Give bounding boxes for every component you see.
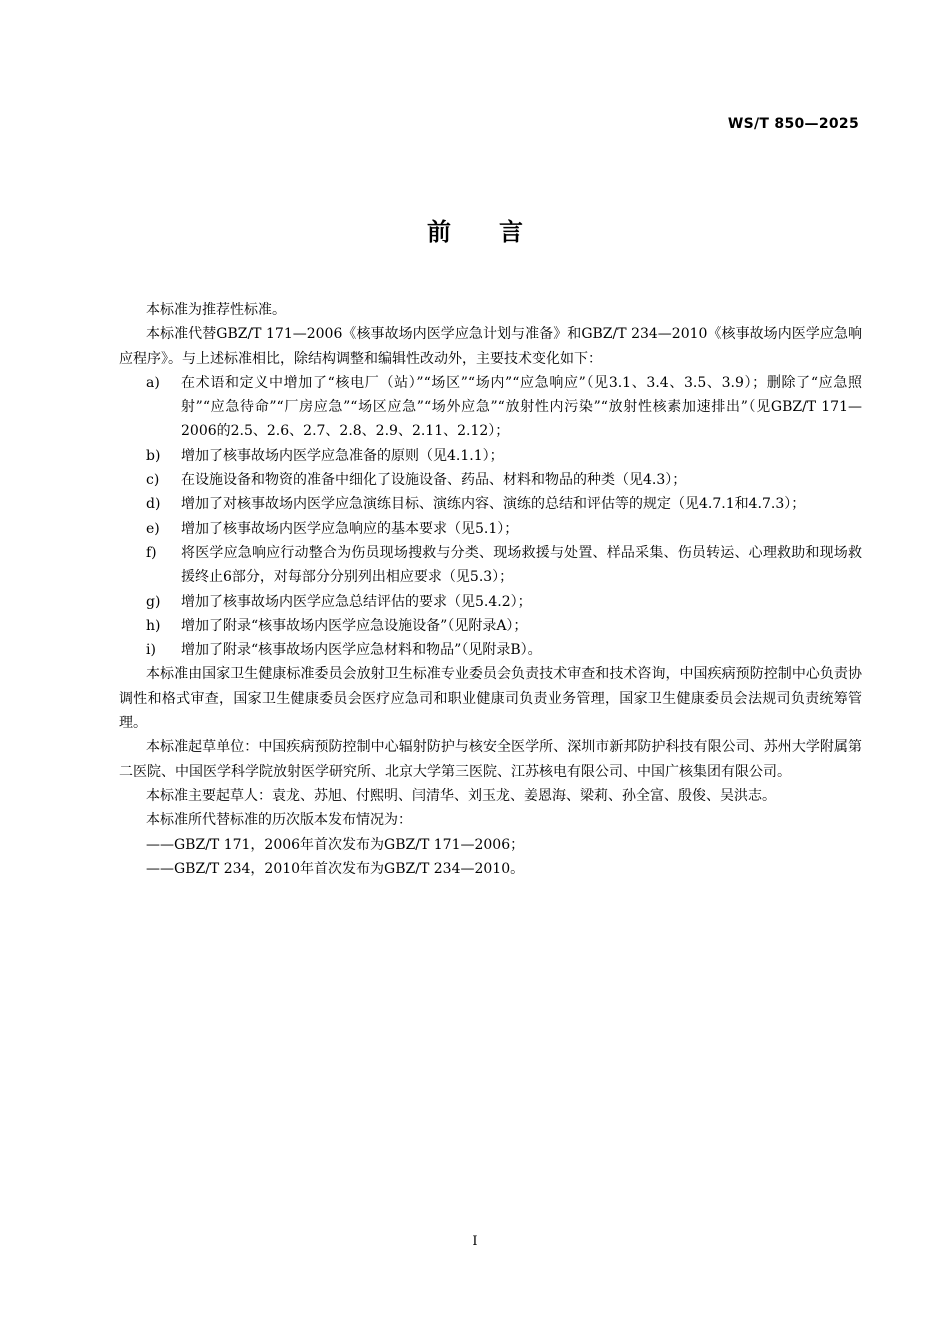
- list-text: 增加了核事故场内医学应急响应的基本要求（见5.1）；: [181, 520, 519, 537]
- list-marker: d): [146, 496, 161, 513]
- list-marker: b): [146, 447, 161, 464]
- paragraph-history-intro: 本标准所代替标准的历次版本发布情况为：: [146, 812, 412, 829]
- list-item: [146, 517, 862, 541]
- paragraph-history-234: ——GBZ/T 234，2010年首次发布为GBZ/T 234—2010。: [146, 860, 525, 877]
- list-item: [146, 492, 862, 516]
- list-item: [146, 638, 862, 662]
- list-marker: f): [146, 544, 157, 561]
- page-number: I: [472, 1234, 478, 1249]
- list-marker: e): [146, 520, 160, 537]
- paragraph-recommended: 本标准为推荐性标准。: [146, 302, 286, 318]
- foreword-body: [119, 298, 862, 881]
- standard-code: WS/T 850—2025: [727, 116, 859, 132]
- list-marker: a): [146, 374, 160, 391]
- list-text: 增加了附录“核事故场内医学应急材料和物品”（见附录B）。: [181, 642, 542, 659]
- paragraph-drafting-units: 本标准起草单位：中国疾病预防控制中心辐射防护与核安全医学所、深圳市新邦防护科技有限公司、苏州大学附属第二医院、中国医学科学院放射医学研究所、北京大学第三医院、江苏核电有限公司、中国广核集团有限公司。: [119, 739, 862, 780]
- list-item: [146, 468, 862, 492]
- list-text: 增加了核事故场内医学应急准备的原则（见4.1.1）；: [181, 447, 504, 464]
- list-text: 增加了核事故场内医学应急总结评估的要求（见5.4.2）；: [181, 593, 532, 610]
- list-text: 增加了对核事故场内医学应急演练目标、演练内容、演练的总结和评估等的规定（见4.7.1和4.7.3）；: [181, 496, 806, 513]
- list-text: 在术语和定义中增加了“核电厂（站）”“场区”“场内”“应急响应”（见3.1、3.4、3.5、3.9）；删除了“应急照射”“应急待命”“厂房应急”“场区应急”“场外应急”“放射性内污染”“放射性核素加速排出”（见GBZ/T 171—2006的2.5、2.6、2.7、2.8、2.9、2.11、2.12）；: [181, 374, 862, 440]
- list-item: [146, 371, 862, 444]
- list-text: 将医学应急响应行动整合为伤员现场搜救与分类、现场救援与处置、样品采集、伤员转运、心理救助和现场救援终止6部分，对每部分分别列出相应要求（见5.3）；: [181, 544, 862, 586]
- paragraph-replaces: 本标准代替GBZ/T 171—2006《核事故场内医学应急计划与准备》和GBZ/T 234—2010《核事故场内医学应急响应程序》。与上述标准相比，除结构调整和编辑性改动外，主要技术变化如下：: [119, 326, 862, 367]
- list-item: [146, 444, 862, 468]
- list-item: [146, 590, 862, 614]
- list-item: [146, 614, 862, 638]
- paragraph-drafters: 本标准主要起草人：袁龙、苏旭、付熙明、闫清华、刘玉龙、姜恩海、梁莉、孙全富、殷俊、吴洪志。: [146, 787, 776, 804]
- list-marker: i): [146, 642, 156, 659]
- list-item: [146, 541, 862, 590]
- paragraph-history-171: ——GBZ/T 171，2006年首次发布为GBZ/T 171—2006；: [146, 836, 525, 853]
- list-text: 增加了附录“核事故场内医学应急设施设备”（见附录A）；: [181, 617, 528, 634]
- list-marker: c): [146, 472, 160, 489]
- paragraph-committee: 本标准由国家卫生健康标准委员会放射卫生标准专业委员会负责技术审查和技术咨询，中国疾病预防控制中心负责协调性和格式审查，国家卫生健康委员会医疗应急司和职业健康司负责业务管理，国家卫生健康委员会法规司负责统筹管理。: [119, 666, 862, 732]
- page-title: 前言: [427, 218, 571, 246]
- list-text: 在设施设备和物资的准备中细化了设施设备、药品、材料和物品的种类（见4.3）；: [181, 472, 687, 489]
- changes-list: [146, 371, 862, 663]
- list-marker: h): [146, 617, 161, 634]
- list-marker: g): [146, 593, 161, 610]
